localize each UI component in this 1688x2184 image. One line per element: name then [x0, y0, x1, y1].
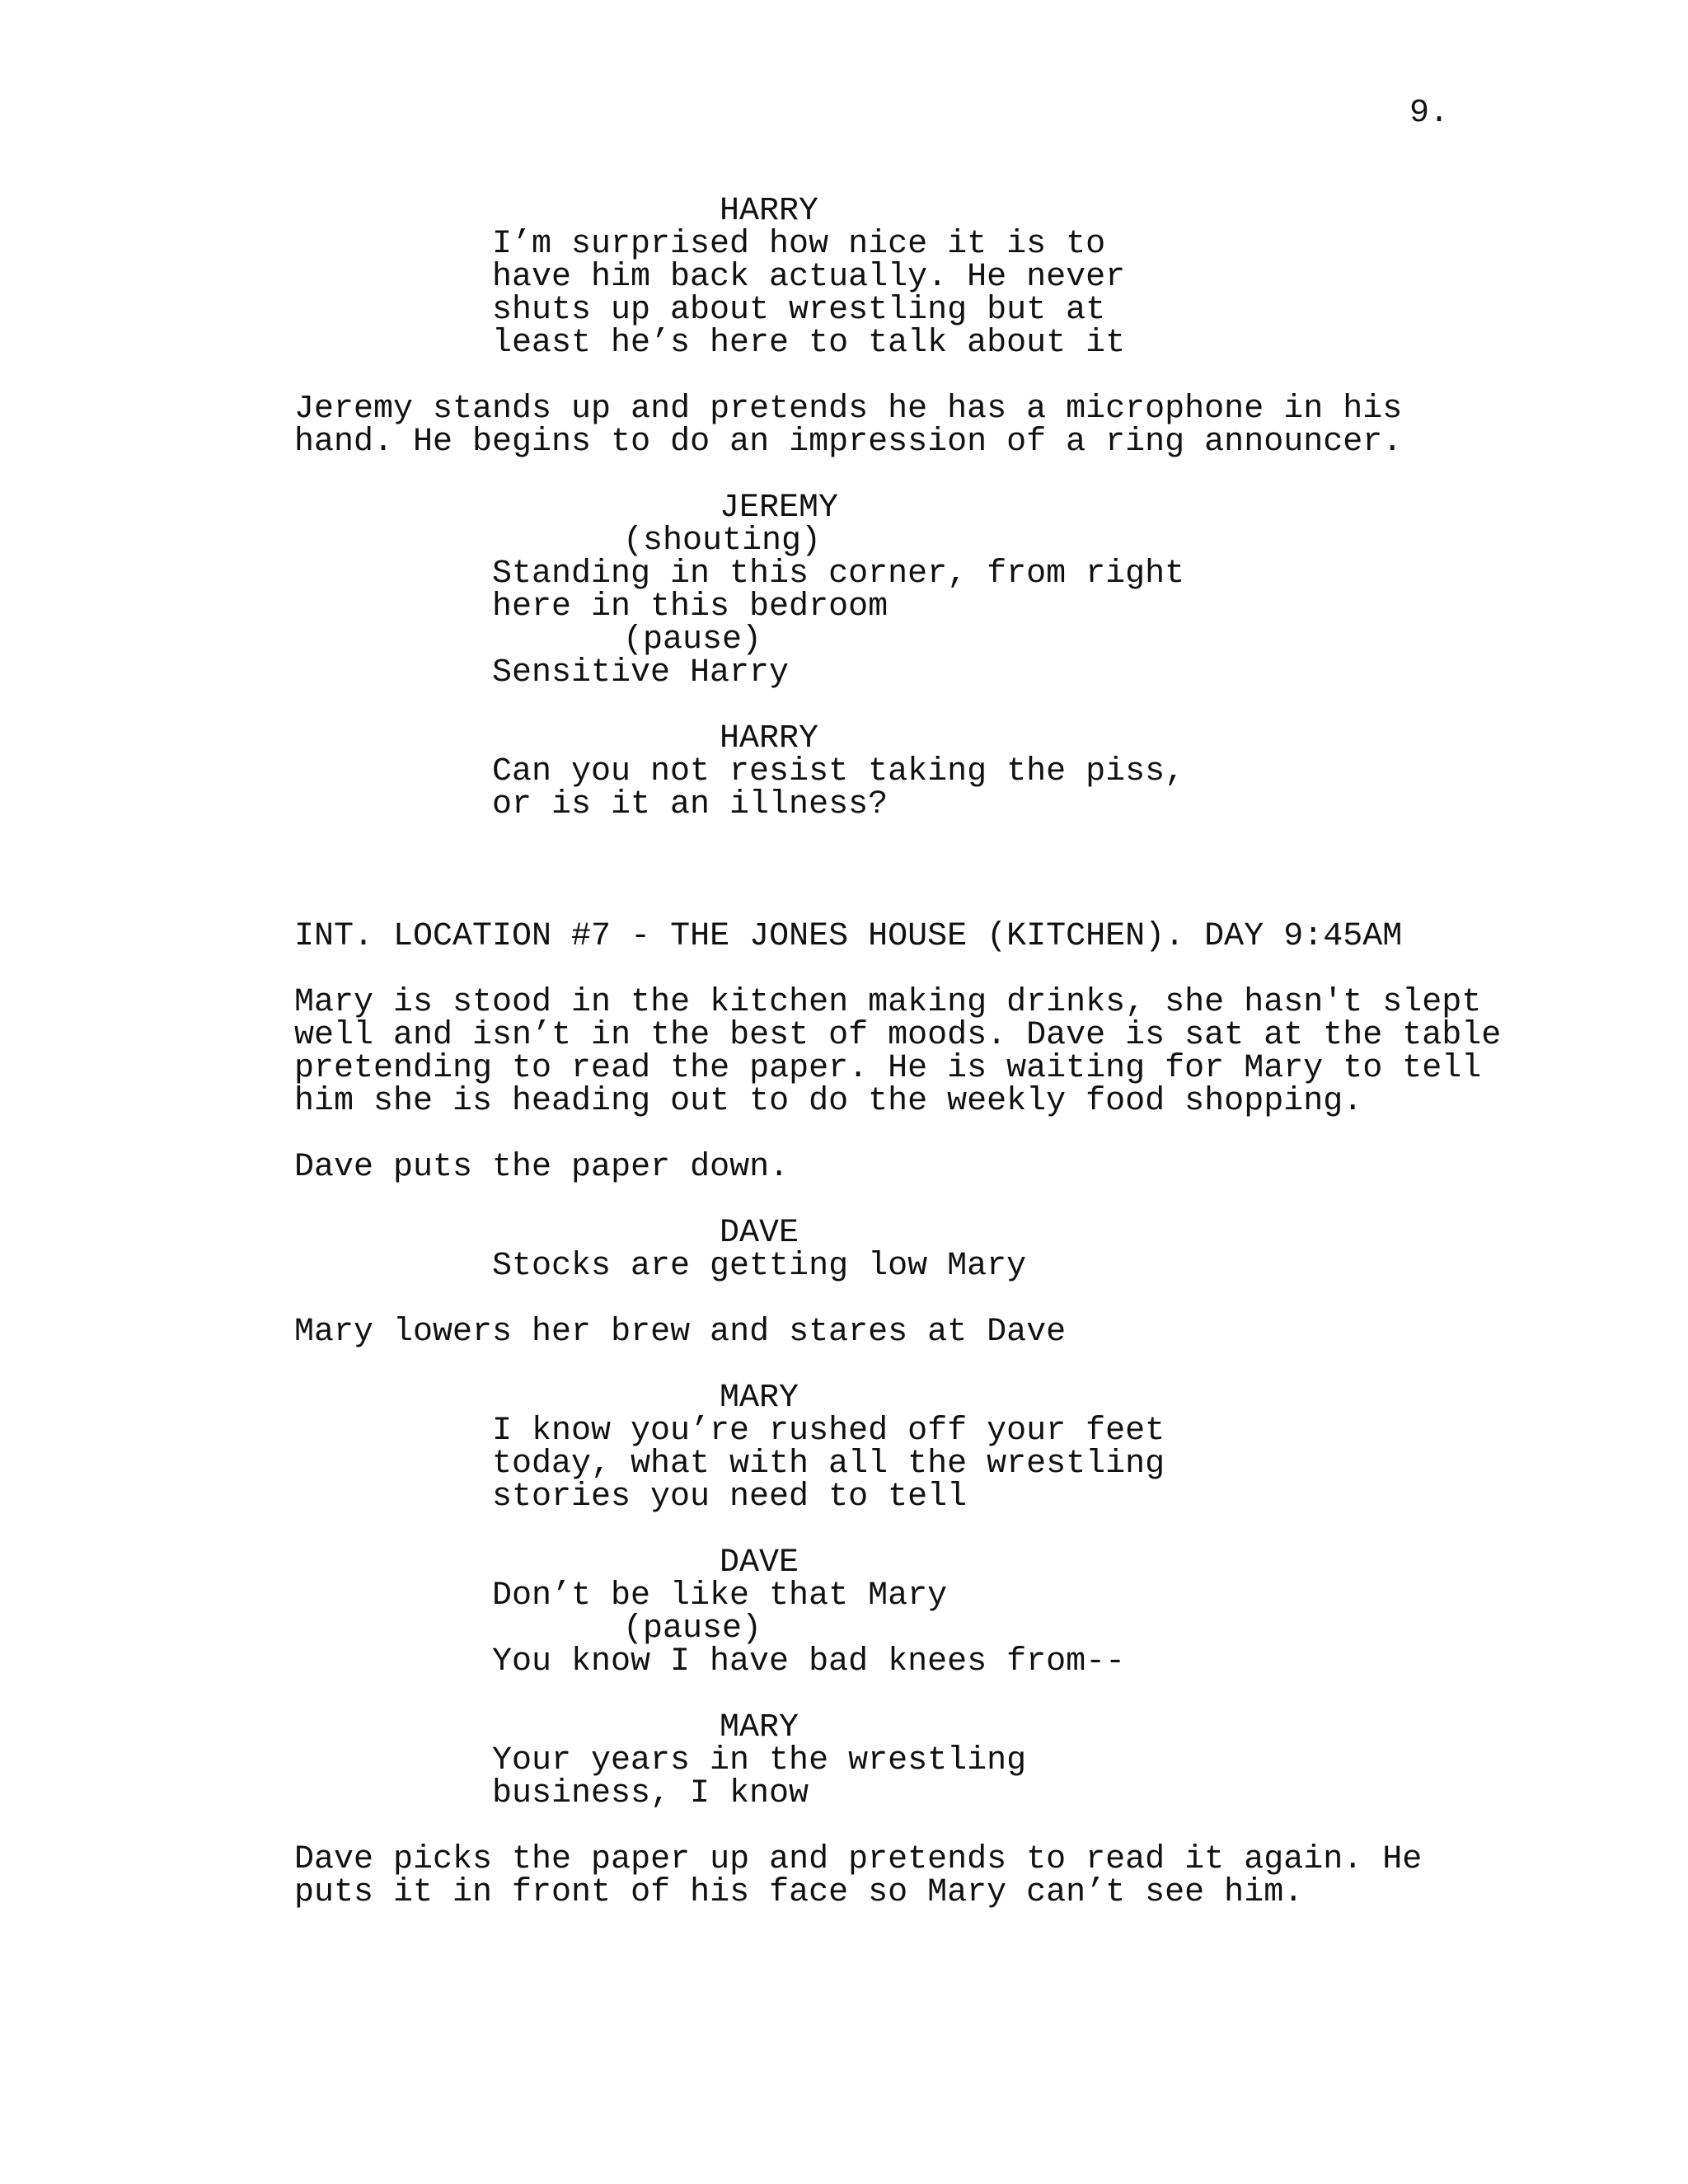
action-line: him she is heading out to do the weekly food shopping.: [294, 1083, 1363, 1120]
scene-heading: INT. LOCATION #7 - THE JONES HOUSE (KITCHEN). DAY 9:45AM: [294, 918, 1403, 955]
dialogue-line: Sensitive Harry: [492, 654, 790, 691]
dialogue-line: here in this bedroom: [492, 588, 889, 626]
dialogue-line: least he’s here to talk about it: [492, 325, 1126, 362]
dialogue-line: Stocks are getting low Mary: [492, 1248, 1027, 1285]
action-line: well and isn’t in the best of moods. Dave is sat at the table: [294, 1017, 1502, 1054]
dialogue-line: or is it an illness?: [492, 786, 889, 823]
action-line: hand. He begins to do an impression of a ring announcer.: [294, 424, 1403, 461]
action-line: puts it in front of his face so Mary can’t see him.: [294, 1874, 1304, 1911]
character-name: JEREMY: [720, 490, 839, 527]
character-name: MARY: [720, 1380, 799, 1417]
parenthetical: (pause): [623, 621, 762, 658]
dialogue-line: You know I have bad knees from--: [492, 1643, 1126, 1680]
action-line: Dave puts the paper down.: [294, 1149, 790, 1186]
dialogue-line: have him back actually. He never: [492, 259, 1126, 296]
action-line: Mary is stood in the kitchen making drinks, she hasn't slept: [294, 984, 1482, 1021]
dialogue-line: I’m surprised how nice it is to: [492, 226, 1106, 263]
action-line: pretending to read the paper. He is waiting for Mary to tell: [294, 1050, 1482, 1087]
character-name: HARRY: [720, 720, 819, 757]
parenthetical: (pause): [623, 1610, 762, 1647]
character-name: DAVE: [720, 1215, 799, 1252]
dialogue-line: today, what with all the wrestling: [492, 1446, 1165, 1483]
dialogue-line: Your years in the wrestling: [492, 1742, 1027, 1779]
dialogue-line: shuts up about wrestling but at: [492, 292, 1106, 329]
character-name: MARY: [720, 1709, 799, 1746]
dialogue-line: I know you’re rushed off your feet: [492, 1413, 1165, 1450]
dialogue-line: Can you not resist taking the piss,: [492, 753, 1185, 790]
action-line: Mary lowers her brew and stares at Dave: [294, 1314, 1067, 1351]
action-line: Dave picks the paper up and pretends to read it again. He: [294, 1841, 1423, 1878]
character-name: HARRY: [720, 193, 819, 230]
character-name: DAVE: [720, 1544, 799, 1582]
dialogue-line: business, I know: [492, 1775, 809, 1812]
action-line: Jeremy stands up and pretends he has a microphone in his: [294, 391, 1403, 428]
dialogue-line: stories you need to tell: [492, 1479, 968, 1516]
dialogue-line: Don’t be like that Mary: [492, 1577, 948, 1615]
parenthetical: (shouting): [623, 523, 822, 560]
dialogue-line: Standing in this corner, from right: [492, 555, 1185, 593]
page-number: 9.: [1409, 95, 1450, 132]
